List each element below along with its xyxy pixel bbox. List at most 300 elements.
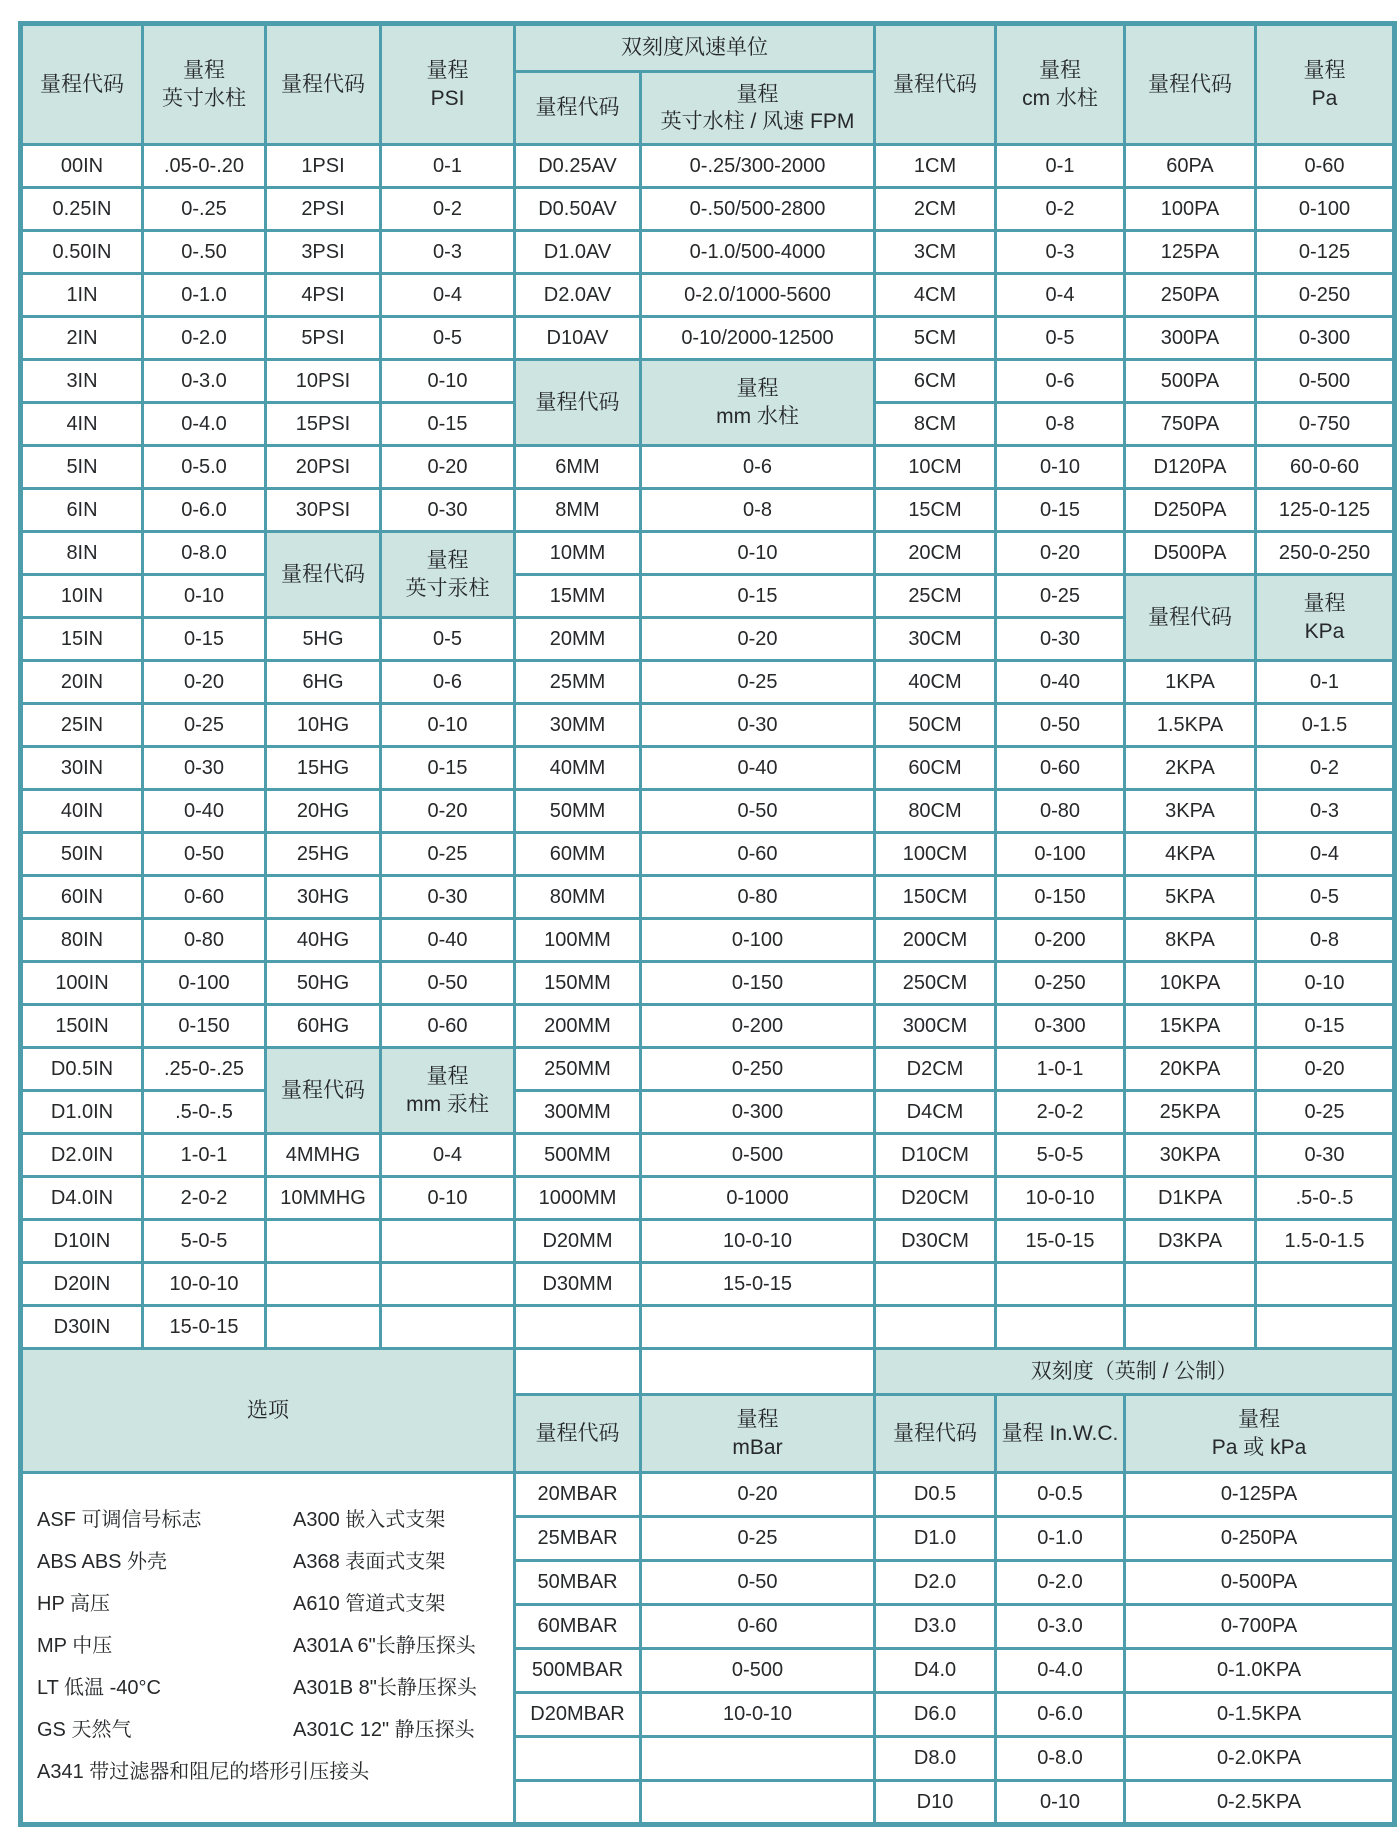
- data-cell: 40MM: [515, 747, 641, 790]
- header-cell: 双刻度风速单位: [515, 24, 875, 72]
- header-cell: 量程 PSI: [381, 24, 515, 145]
- data-cell: 0-60: [641, 833, 875, 876]
- table-row: [21, 1306, 1395, 1349]
- header-cell: 量程代码: [21, 24, 143, 145]
- data-cell: 0-2.0/1000-5600: [641, 274, 875, 317]
- data-cell: 1IN: [21, 274, 143, 317]
- data-cell: 60PA: [1125, 145, 1256, 188]
- option-item: A341 带过滤器和阻尼的塔形引压接头: [37, 1760, 370, 1783]
- data-cell: 25IN: [21, 704, 143, 747]
- data-cell: D30IN: [21, 1306, 143, 1349]
- data-cell: 0-40: [143, 790, 266, 833]
- data-cell: D10CM: [875, 1134, 996, 1177]
- data-cell: 0-500: [641, 1649, 875, 1693]
- data-cell: 750PA: [1125, 403, 1256, 446]
- header-cell: 量程 cm 水柱: [996, 24, 1125, 145]
- data-cell: 15-0-15: [996, 1220, 1125, 1263]
- data-cell: D10: [875, 1781, 996, 1825]
- data-cell: 3CM: [875, 231, 996, 274]
- table-row: [21, 489, 1395, 532]
- data-cell: 2KPA: [1125, 747, 1256, 790]
- data-cell: 0-100: [641, 919, 875, 962]
- data-cell: 250PA: [1125, 274, 1256, 317]
- data-cell: 0-15: [996, 489, 1125, 532]
- data-cell: 10PSI: [266, 360, 381, 403]
- data-cell: 5-0-5: [143, 1220, 266, 1263]
- data-cell: 5IN: [21, 446, 143, 489]
- data-cell: 4PSI: [266, 274, 381, 317]
- data-cell: 0-4.0: [996, 1649, 1125, 1693]
- data-cell: 0-40: [381, 919, 515, 962]
- option-item: A301B 8"长静压探头: [293, 1676, 477, 1699]
- data-cell: D500PA: [1125, 532, 1256, 575]
- data-cell: 60HG: [266, 1005, 381, 1048]
- option-row: [37, 1748, 509, 1790]
- data-cell: 0-1.0KPA: [1125, 1649, 1395, 1693]
- data-cell: 125PA: [1125, 231, 1256, 274]
- table-row: [21, 274, 1395, 317]
- data-cell: 20CM: [875, 532, 996, 575]
- data-cell: 0-125: [1256, 231, 1395, 274]
- data-cell: 0-15: [641, 575, 875, 618]
- data-cell: 0-2: [1256, 747, 1395, 790]
- data-cell: 8CM: [875, 403, 996, 446]
- header-cell: 量程代码: [266, 24, 381, 145]
- empty-cell: [641, 1349, 875, 1395]
- data-cell: D10AV: [515, 317, 641, 360]
- data-cell: 15KPA: [1125, 1005, 1256, 1048]
- data-cell: 30KPA: [1125, 1134, 1256, 1177]
- data-cell: 8IN: [21, 532, 143, 575]
- data-cell: 0-10: [381, 360, 515, 403]
- data-cell: 0-30: [381, 876, 515, 919]
- table-row: [21, 919, 1395, 962]
- table-row: [21, 231, 1395, 274]
- data-cell: 0-80: [143, 919, 266, 962]
- data-cell: 4CM: [875, 274, 996, 317]
- data-cell: 0-4.0: [143, 403, 266, 446]
- data-cell: 0-60: [996, 747, 1125, 790]
- data-cell: 80CM: [875, 790, 996, 833]
- empty-cell: [875, 1263, 996, 1306]
- option-row: [37, 1496, 509, 1538]
- header-cell: 双刻度（英制 / 公制）: [875, 1349, 1395, 1395]
- data-cell: D4.0: [875, 1649, 996, 1693]
- data-cell: 0-10: [381, 1177, 515, 1220]
- data-cell: D30CM: [875, 1220, 996, 1263]
- data-cell: 25MM: [515, 661, 641, 704]
- data-cell: 2CM: [875, 188, 996, 231]
- data-cell: 0-2.0KPA: [1125, 1737, 1395, 1781]
- data-cell: 0-15: [1256, 1005, 1395, 1048]
- header-cell: 量程代码: [266, 1048, 381, 1134]
- data-cell: 40HG: [266, 919, 381, 962]
- data-cell: 0-3: [381, 231, 515, 274]
- data-cell: 2IN: [21, 317, 143, 360]
- table-row: [21, 360, 1395, 403]
- data-cell: 5HG: [266, 618, 381, 661]
- data-cell: 1-0-1: [143, 1134, 266, 1177]
- data-cell: 0-40: [641, 747, 875, 790]
- data-cell: 0-8.0: [996, 1737, 1125, 1781]
- data-cell: 6IN: [21, 489, 143, 532]
- header-cell: 量程 Pa 或 kPa: [1125, 1395, 1395, 1473]
- table-row: [21, 532, 1395, 575]
- data-cell: 10-0-10: [143, 1263, 266, 1306]
- data-cell: 2PSI: [266, 188, 381, 231]
- data-cell: 0-15: [381, 747, 515, 790]
- data-cell: 100IN: [21, 962, 143, 1005]
- data-cell: 60IN: [21, 876, 143, 919]
- table-row: [21, 1048, 1395, 1091]
- data-cell: 50HG: [266, 962, 381, 1005]
- data-cell: 4IN: [21, 403, 143, 446]
- data-cell: D0.50AV: [515, 188, 641, 231]
- data-cell: 0-150: [641, 962, 875, 1005]
- options-cell: [21, 1473, 515, 1825]
- data-cell: 0-50: [143, 833, 266, 876]
- option-item: LT 低温 -40°C: [37, 1676, 161, 1699]
- table-row: [21, 188, 1395, 231]
- data-cell: 0-500: [1256, 360, 1395, 403]
- data-cell: 10MM: [515, 532, 641, 575]
- data-cell: 50CM: [875, 704, 996, 747]
- data-cell: 0-700PA: [1125, 1605, 1395, 1649]
- data-cell: 0-300: [1256, 317, 1395, 360]
- data-cell: 0-150: [996, 876, 1125, 919]
- data-cell: 0-8.0: [143, 532, 266, 575]
- data-cell: 0-15: [143, 618, 266, 661]
- data-cell: 15IN: [21, 618, 143, 661]
- header-cell: 量程代码: [875, 1395, 996, 1473]
- data-cell: 1.5KPA: [1125, 704, 1256, 747]
- empty-cell: [641, 1781, 875, 1825]
- table-row: [21, 1349, 1395, 1395]
- option-item: MP 中压: [37, 1634, 113, 1657]
- data-cell: 0-1: [1256, 661, 1395, 704]
- data-cell: D6.0: [875, 1693, 996, 1737]
- option-row: [37, 1706, 509, 1748]
- data-cell: 0-2: [996, 188, 1125, 231]
- data-cell: 30MM: [515, 704, 641, 747]
- data-cell: 2-0-2: [143, 1177, 266, 1220]
- data-cell: 5KPA: [1125, 876, 1256, 919]
- empty-cell: [515, 1306, 641, 1349]
- table-row: [21, 704, 1395, 747]
- data-cell: 0-80: [641, 876, 875, 919]
- table-row: [21, 876, 1395, 919]
- data-cell: D0.5: [875, 1473, 996, 1517]
- data-cell: 10MMHG: [266, 1177, 381, 1220]
- data-cell: 20MBAR: [515, 1473, 641, 1517]
- data-cell: 15-0-15: [641, 1263, 875, 1306]
- data-cell: 10-0-10: [996, 1177, 1125, 1220]
- option-item: ABS ABS 外壳: [37, 1550, 168, 1573]
- data-cell: D20IN: [21, 1263, 143, 1306]
- option-row: [37, 1538, 509, 1580]
- data-cell: 0-1: [996, 145, 1125, 188]
- data-cell: D2.0: [875, 1561, 996, 1605]
- data-cell: 0-10/2000-12500: [641, 317, 875, 360]
- data-cell: 0-1: [381, 145, 515, 188]
- data-cell: 0-60: [641, 1605, 875, 1649]
- header-cell: 量程 Pa: [1256, 24, 1395, 145]
- header-cell: 量程代码: [1125, 24, 1256, 145]
- data-cell: 0-20: [381, 790, 515, 833]
- data-cell: 0-200: [641, 1005, 875, 1048]
- data-cell: 300CM: [875, 1005, 996, 1048]
- data-cell: 60MBAR: [515, 1605, 641, 1649]
- data-cell: 0-50: [641, 790, 875, 833]
- data-cell: D250PA: [1125, 489, 1256, 532]
- empty-cell: [266, 1306, 381, 1349]
- table-row: [21, 1473, 1395, 1517]
- data-cell: D3KPA: [1125, 1220, 1256, 1263]
- header-cell: 量程代码: [875, 24, 996, 145]
- data-cell: 10-0-10: [641, 1693, 875, 1737]
- table-row: [21, 1263, 1395, 1306]
- data-cell: 3IN: [21, 360, 143, 403]
- data-cell: 30CM: [875, 618, 996, 661]
- data-cell: 0-30: [641, 704, 875, 747]
- option-item: A301A 6"长静压探头: [293, 1634, 476, 1657]
- header-cell: 量程 英寸水柱: [143, 24, 266, 145]
- empty-cell: [641, 1737, 875, 1781]
- data-cell: 200CM: [875, 919, 996, 962]
- empty-cell: [381, 1263, 515, 1306]
- data-cell: 0-300: [996, 1005, 1125, 1048]
- data-cell: D0.5IN: [21, 1048, 143, 1091]
- data-cell: 10KPA: [1125, 962, 1256, 1005]
- data-cell: 0-20: [381, 446, 515, 489]
- data-cell: 0-10: [641, 532, 875, 575]
- data-cell: 250CM: [875, 962, 996, 1005]
- data-cell: 150MM: [515, 962, 641, 1005]
- data-cell: 8KPA: [1125, 919, 1256, 962]
- data-cell: 0-6: [641, 446, 875, 489]
- data-cell: 25HG: [266, 833, 381, 876]
- data-cell: 0-40: [996, 661, 1125, 704]
- option-row: [37, 1664, 509, 1706]
- data-cell: 0-1.0: [143, 274, 266, 317]
- option-row: [37, 1622, 509, 1664]
- option-item: A300 嵌入式支架: [293, 1508, 446, 1531]
- data-cell: 20PSI: [266, 446, 381, 489]
- header-cell: 量程 mBar: [641, 1395, 875, 1473]
- data-cell: 0-1.0: [996, 1517, 1125, 1561]
- data-cell: 0-1.5: [1256, 704, 1395, 747]
- data-cell: 15PSI: [266, 403, 381, 446]
- data-cell: 0-200: [996, 919, 1125, 962]
- data-cell: 15HG: [266, 747, 381, 790]
- data-cell: D30MM: [515, 1263, 641, 1306]
- data-cell: D4.0IN: [21, 1177, 143, 1220]
- data-cell: 250MM: [515, 1048, 641, 1091]
- data-cell: 0-25: [1256, 1091, 1395, 1134]
- empty-cell: [1256, 1306, 1395, 1349]
- data-cell: 0-.50: [143, 231, 266, 274]
- empty-cell: [515, 1349, 641, 1395]
- data-cell: .05-0-.20: [143, 145, 266, 188]
- data-cell: 0-125PA: [1125, 1473, 1395, 1517]
- data-cell: 3KPA: [1125, 790, 1256, 833]
- data-cell: 0-20: [1256, 1048, 1395, 1091]
- option-item: ASF 可调信号标志: [37, 1508, 202, 1531]
- data-cell: 0-10: [381, 704, 515, 747]
- header-cell: 选项: [21, 1349, 515, 1473]
- data-cell: 0-30: [381, 489, 515, 532]
- data-cell: 0-6.0: [996, 1693, 1125, 1737]
- data-cell: 0-4: [996, 274, 1125, 317]
- data-cell: 0-25: [143, 704, 266, 747]
- empty-cell: [515, 1781, 641, 1825]
- data-cell: 500MM: [515, 1134, 641, 1177]
- data-cell: D0.25AV: [515, 145, 641, 188]
- option-row: [37, 1580, 509, 1622]
- data-cell: 0-50: [641, 1561, 875, 1605]
- data-cell: 0-8: [1256, 919, 1395, 962]
- header-cell: 量程 mm 汞柱: [381, 1048, 515, 1134]
- data-cell: 40CM: [875, 661, 996, 704]
- data-cell: 0-20: [143, 661, 266, 704]
- data-cell: D1.0: [875, 1517, 996, 1561]
- data-cell: 1KPA: [1125, 661, 1256, 704]
- data-cell: 0-5: [996, 317, 1125, 360]
- data-cell: 100PA: [1125, 188, 1256, 231]
- data-cell: 5-0-5: [996, 1134, 1125, 1177]
- data-cell: 50MBAR: [515, 1561, 641, 1605]
- empty-cell: [996, 1263, 1125, 1306]
- data-cell: 0-15: [381, 403, 515, 446]
- data-cell: 4MMHG: [266, 1134, 381, 1177]
- data-cell: 15-0-15: [143, 1306, 266, 1349]
- data-cell: 10CM: [875, 446, 996, 489]
- data-cell: 0-2.0: [143, 317, 266, 360]
- data-cell: 50IN: [21, 833, 143, 876]
- data-cell: 0-6: [996, 360, 1125, 403]
- data-cell: 0-4: [381, 1134, 515, 1177]
- data-cell: 0.50IN: [21, 231, 143, 274]
- data-cell: 1-0-1: [996, 1048, 1125, 1091]
- data-cell: D2CM: [875, 1048, 996, 1091]
- data-cell: 0-250: [1256, 274, 1395, 317]
- data-cell: 0-6.0: [143, 489, 266, 532]
- data-cell: 0-5: [381, 317, 515, 360]
- data-cell: 0-30: [996, 618, 1125, 661]
- data-cell: D10IN: [21, 1220, 143, 1263]
- data-cell: D120PA: [1125, 446, 1256, 489]
- data-cell: 0-150: [143, 1005, 266, 1048]
- data-cell: 0-500PA: [1125, 1561, 1395, 1605]
- data-cell: D3.0: [875, 1605, 996, 1649]
- data-cell: 0-5: [381, 618, 515, 661]
- empty-cell: [875, 1306, 996, 1349]
- data-cell: 0-60: [1256, 145, 1395, 188]
- data-cell: 2-0-2: [996, 1091, 1125, 1134]
- data-cell: 0-500: [641, 1134, 875, 1177]
- empty-cell: [641, 1306, 875, 1349]
- data-cell: 150IN: [21, 1005, 143, 1048]
- data-cell: 6HG: [266, 661, 381, 704]
- data-cell: D1.0AV: [515, 231, 641, 274]
- data-cell: 0-60: [143, 876, 266, 919]
- header-cell: 量程代码: [266, 532, 381, 618]
- option-item: A368 表面式支架: [293, 1550, 446, 1573]
- data-cell: 0-25: [381, 833, 515, 876]
- data-cell: 50MM: [515, 790, 641, 833]
- data-cell: D8.0: [875, 1737, 996, 1781]
- empty-cell: [1125, 1306, 1256, 1349]
- data-cell: 100CM: [875, 833, 996, 876]
- empty-cell: [1125, 1263, 1256, 1306]
- data-cell: 0-80: [996, 790, 1125, 833]
- data-cell: 6CM: [875, 360, 996, 403]
- data-cell: 40IN: [21, 790, 143, 833]
- data-cell: 1000MM: [515, 1177, 641, 1220]
- data-cell: 0-60: [381, 1005, 515, 1048]
- data-cell: .5-0-.5: [1256, 1177, 1395, 1220]
- table-row: [21, 747, 1395, 790]
- data-cell: 0-.25/300-2000: [641, 145, 875, 188]
- data-cell: 60MM: [515, 833, 641, 876]
- data-cell: 0-1.0/500-4000: [641, 231, 875, 274]
- data-cell: 25CM: [875, 575, 996, 618]
- header-cell: 量程 KPa: [1256, 575, 1395, 661]
- data-cell: 20KPA: [1125, 1048, 1256, 1091]
- data-cell: 0-4: [1256, 833, 1395, 876]
- data-cell: .25-0-.25: [143, 1048, 266, 1091]
- header-cell: 量程 In.W.C.: [996, 1395, 1125, 1473]
- data-cell: 15MM: [515, 575, 641, 618]
- data-cell: 0-750: [1256, 403, 1395, 446]
- data-cell: 125-0-125: [1256, 489, 1395, 532]
- data-cell: 0.25IN: [21, 188, 143, 231]
- data-cell: 0-.50/500-2800: [641, 188, 875, 231]
- data-cell: 150CM: [875, 876, 996, 919]
- table-row: [21, 661, 1395, 704]
- data-cell: 8MM: [515, 489, 641, 532]
- data-cell: 500PA: [1125, 360, 1256, 403]
- data-cell: .5-0-.5: [143, 1091, 266, 1134]
- empty-cell: [515, 1737, 641, 1781]
- data-cell: 0-25: [641, 1517, 875, 1561]
- table-row: [21, 1091, 1395, 1134]
- table-row: [21, 1005, 1395, 1048]
- table-row: [21, 833, 1395, 876]
- data-cell: 60-0-60: [1256, 446, 1395, 489]
- data-cell: 20HG: [266, 790, 381, 833]
- data-cell: 0-100: [143, 962, 266, 1005]
- data-cell: 0-250: [641, 1048, 875, 1091]
- range-codes-table: [18, 21, 1397, 1827]
- data-cell: 0-8: [641, 489, 875, 532]
- data-cell: D20CM: [875, 1177, 996, 1220]
- table-row: [21, 575, 1395, 618]
- header-cell: 量程 mm 水柱: [641, 360, 875, 446]
- data-cell: D1KPA: [1125, 1177, 1256, 1220]
- table-row: [21, 446, 1395, 489]
- data-cell: 0-3: [996, 231, 1125, 274]
- data-cell: D20MBAR: [515, 1693, 641, 1737]
- table-row: [21, 145, 1395, 188]
- data-cell: 100MM: [515, 919, 641, 962]
- data-cell: 0-10: [1256, 962, 1395, 1005]
- data-cell: 4KPA: [1125, 833, 1256, 876]
- data-cell: 0-5.0: [143, 446, 266, 489]
- table-row: [21, 1220, 1395, 1263]
- data-cell: 200MM: [515, 1005, 641, 1048]
- empty-cell: [381, 1220, 515, 1263]
